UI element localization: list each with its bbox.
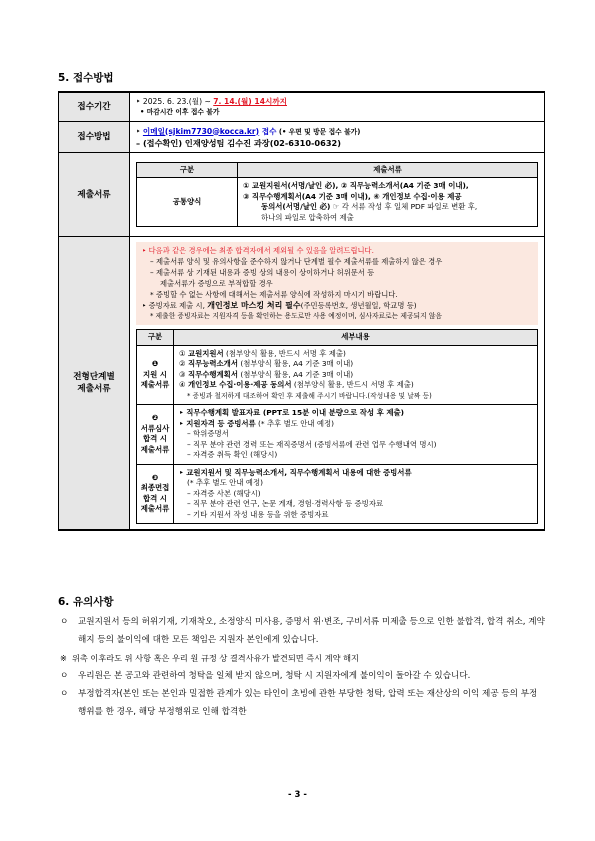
item-desc: (첨부양식 활용, 반드시 서명 후 제출) (223, 348, 346, 358)
note-text: 위촉 이후라도 위 사항 혹은 우리 원 규정 상 결격사유가 발견되면 즉시 계약 해지 (72, 653, 359, 663)
stage-row-label-line: 제출서류 (140, 504, 170, 514)
item-note: * 증빙과 철저하게 대조하여 확인 후 제출해 주시기 바랍니다.(작성내용 및 날짜 등) (187, 391, 432, 400)
email-link[interactable]: 이메일(sjkim7730@kocca.kr) (142, 126, 260, 136)
item-no: ④ (179, 380, 188, 389)
stage-row-label-line: 합격 시 (143, 434, 167, 444)
docs-label: 제출서류 (59, 153, 130, 237)
period-deadline: 7. 14.(월) 14시까지 (213, 97, 287, 106)
notice-line: – 제출서류 양식 및 유의사항을 준수하지 않거나 단계별 필수 제출서류를 제출하지 않은 경우 (150, 257, 443, 266)
stage-row-label-line: 제출서류 (140, 444, 170, 454)
docs-line: ☞ 각 서류 작성 후 일체 PDF 파일로 변환 후, (330, 202, 478, 212)
docs-row-label: 공통양식 (137, 178, 238, 227)
item-line: – 직무 분야 관련 연구, 논문 게재, 경험·경력사항 등 증빙자료 (187, 499, 384, 508)
item-line: – 자격증 취득 확인 (해당시) (187, 450, 278, 459)
stage-row-2 (137, 405, 538, 465)
item-title: 직무능력소개서 (187, 359, 238, 368)
period-start: ‣ 2025. 6. 23.(월) ~ (136, 97, 214, 106)
item-desc: (첨부양식 활용, 반드시 서명 후 제출) (291, 380, 414, 389)
stage-row-1 (137, 345, 538, 405)
note-item (58, 667, 545, 685)
method-note: (• 우편 및 방문 접수 불가) (276, 127, 361, 136)
stage-row-label-line: 서류심사 (140, 423, 170, 433)
docs-line: ③ 직무수행계획서(A4 기준 3매 이내), ④ 개인정보 수집·이용 제공 (243, 191, 462, 201)
privacy-line: ‣ 증빙자료 제출 시, (142, 301, 208, 310)
stage-label-line: 제출서류 (77, 384, 111, 394)
stage-row-label (137, 345, 174, 405)
note-text: 우리원은 본 공고와 관련하여 청탁을 일체 받지 않으며, 청탁 시 지원자에게 불이익이 돌아갈 수 있습니다. (78, 671, 471, 681)
item-line: – 기타 지원서 작성 내용 등을 위한 증빙자료 (187, 509, 329, 519)
privacy-note: * 제출한 증빙자료는 지원자격 등을 확인하는 용도로만 사용 예정이며, 심사자료로는 제공되지 않음 (150, 312, 442, 320)
stage-label (59, 237, 130, 531)
method-suffix: 접수 (259, 126, 277, 136)
note-item (58, 649, 545, 667)
stage-row-3 (137, 464, 538, 524)
docs-line: ① 교원지원서(서명/날인 必), ② 직무능력소개서(A4 기준 3매 이내), (243, 181, 469, 191)
item-line: (* 추후 별도 안내 예정) (187, 478, 263, 487)
notice-line: * 증빙할 수 없는 사항에 대해서는 제출서류 양식에 작성하지 마시기 바랍니다. (150, 290, 398, 299)
item-title: 직무수행계획서 (187, 369, 238, 379)
stage-row-label-line: 합격 시 (143, 493, 167, 503)
privacy-line: (주민등록번호, 생년월일, 학교명 등) (300, 301, 417, 310)
note-mark: ㅇ (60, 617, 69, 627)
item-no: ① (179, 348, 188, 358)
note-item (58, 685, 545, 721)
item-desc: (첨부양식 활용, A4 기준 3매 이내) (237, 369, 354, 379)
note-text: 교원지원서 등의 허위기재, 기재착오, 소정양식 미사용, 증명서 위·변조, 구비서류 미제출 등으로 인한 불합격, 합격 취소, 계약 해지 등의 불이익에 대한 모든 책임은 지원자 본인에게 있습니다. (78, 617, 545, 645)
period-note: • 마감시간 이후 접수 불가 (140, 108, 220, 116)
notice-line: – 제출서류 상 기재된 내용과 증빙 상의 내용이 상이하거나 허위문서 등 (150, 268, 375, 277)
notice-box (136, 242, 538, 325)
stage-col1: 구분 (137, 330, 174, 346)
stage-subtable (136, 329, 538, 524)
item-desc: (첨부양식 활용, A4 기준 3매 이내) (237, 359, 354, 368)
stage-row-label (137, 405, 174, 465)
item-line: (* 추후 별도 안내 예정) (255, 418, 335, 428)
stage-mark: ❸ (151, 472, 159, 482)
item-line: ‣ 지원자격 등 증빙서류 (179, 418, 256, 428)
item-no: ② (179, 359, 188, 368)
stage-row-label-line: 최종면접 (140, 483, 170, 493)
docs-line: 하나의 파일로 압축하여 제출 (261, 212, 354, 222)
notes-list (58, 613, 545, 721)
stage-mark: ❷ (151, 413, 159, 423)
bullet: ‣ (136, 126, 143, 136)
period-label: 접수기간 (59, 92, 130, 122)
docs-content (238, 178, 538, 227)
row-stage (59, 237, 545, 531)
section5-title: 5. 접수방법 (58, 72, 114, 84)
docs-line: 동의서(서명/날인 必) (261, 202, 331, 212)
submission-table (58, 91, 545, 531)
privacy-line-bold: 개인정보 마스킹 처리 필수 (207, 301, 301, 310)
stage-row-label (137, 464, 174, 524)
item-title: 교원지원서 (187, 348, 224, 358)
note-mark: ㅇ (60, 689, 69, 699)
item-line: – 학위증명서 (187, 429, 229, 438)
stage-row-label-line: 제출서류 (140, 380, 170, 389)
stage-col2: 세부내용 (174, 330, 538, 346)
section6-title: 6. 유의사항 (58, 596, 114, 608)
stage-row-content (174, 345, 538, 405)
item-line: – 직무 분야 관련 경력 또는 재직증명서 (증빙서류에 관련 업무 수행내역 명시) (187, 439, 437, 449)
item-line: – 자격증 사본 (해당시) (187, 488, 261, 498)
stage-row-content (174, 405, 538, 465)
notice-line: 제출서류가 증빙으로 부적합할 경우 (160, 279, 273, 288)
notice-line: ‣ 다음과 같은 경우에는 최종 합격자에서 제외될 수 있음을 알려드립니다. (142, 246, 374, 255)
note-mark: ㅇ (60, 671, 69, 681)
note-text: 부정합격자(본인 또는 본인과 밀접한 관계가 있는 타인이 초빙에 관한 부당한 청탁, 압력 또는 재산상의 이익 제공 등의 부정행위를 한 경우, 해당 부정행위로 인해 합격한 (78, 689, 538, 717)
method-label: 접수방법 (59, 122, 130, 153)
item-title: 개인정보 수집·이용·제공 동의서 (187, 380, 292, 389)
stage-row-label-line: 지원 시 (143, 369, 167, 379)
contact-info: – (접수확인) 인재양성팀 김수진 과장(02-6310-0632) (136, 137, 341, 148)
row-period (59, 92, 545, 122)
docs-col2: 제출서류 (238, 162, 538, 178)
page-number: - 3 - (288, 790, 307, 800)
stage-label-line: 전형단계별 (73, 372, 115, 382)
item-line: ‣ 직무수행계획 발표자료 (PPT로 15분 이내 분량으로 작성 후 제출) (179, 408, 405, 417)
note-item (58, 613, 545, 649)
item-no: ③ (179, 369, 188, 379)
stage-mark: ❶ (151, 359, 159, 368)
row-method (59, 122, 545, 153)
item-line: ‣ 교원지원서 및 직무능력소개서, 직무수행계획서 내용에 대한 증빙서류 (179, 467, 412, 477)
note-mark: ※ (60, 653, 67, 663)
docs-col1: 구분 (137, 162, 238, 178)
row-docs (59, 153, 545, 237)
docs-subtable (136, 162, 538, 228)
stage-row-content (174, 464, 538, 524)
